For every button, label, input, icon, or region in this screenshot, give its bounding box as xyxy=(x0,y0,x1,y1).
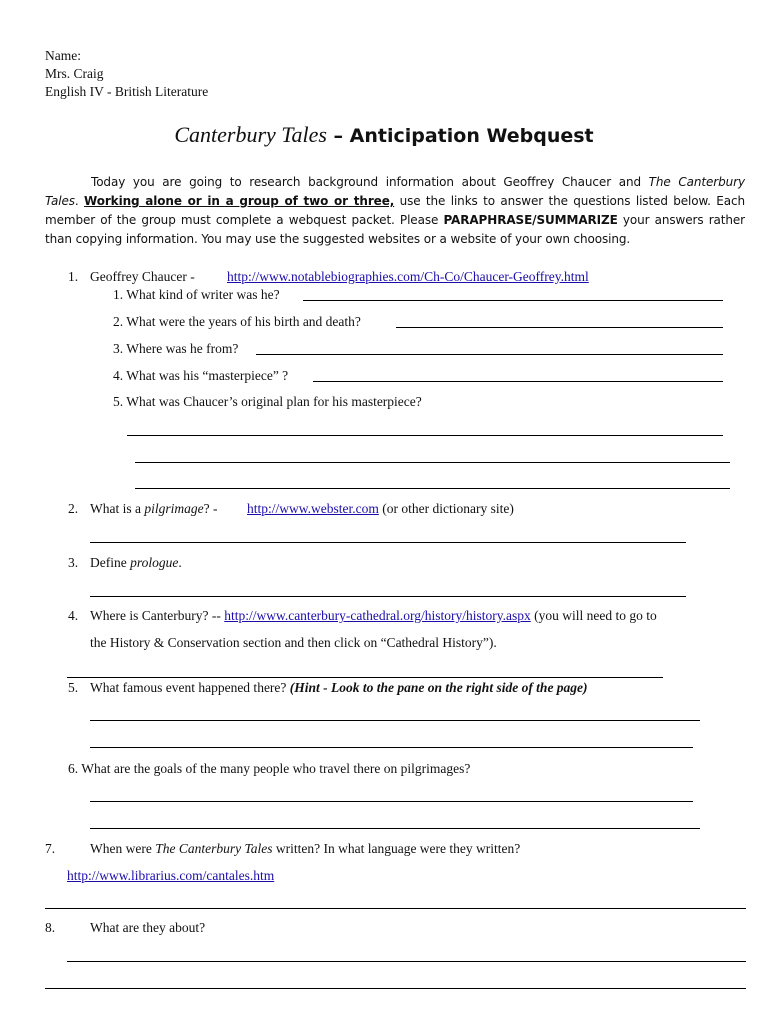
q1-sub-5-answer-line-2[interactable] xyxy=(135,462,730,463)
q7-title: The Canterbury Tales xyxy=(155,841,273,856)
q5-text-line xyxy=(90,680,588,696)
q3-pre: Define xyxy=(90,555,131,570)
q2-number: 2. xyxy=(68,501,79,516)
q2-term: pilgrimage xyxy=(144,501,204,516)
q8-answer-line-2[interactable] xyxy=(45,988,746,989)
intro-text-1b: The Canterbury xyxy=(648,175,745,189)
q7-answer-line[interactable] xyxy=(45,908,746,909)
q6-answer-line-2[interactable] xyxy=(90,828,700,829)
q1-sub-3-answer-line[interactable] xyxy=(256,354,723,355)
q2-after: (or other dictionary site) xyxy=(378,501,514,516)
teacher-name: Mrs. Craig xyxy=(45,66,104,81)
q7-number: 7. xyxy=(45,841,56,856)
q1-sub-4-answer-line[interactable] xyxy=(313,381,723,382)
q3-number: 3. xyxy=(68,555,79,570)
intro-text-3b: PARAPHRASE/SUMMARIZE xyxy=(443,213,618,227)
q7-pre: When were xyxy=(90,841,156,856)
q1-label: Geoffrey Chaucer - xyxy=(90,269,195,284)
q3-text xyxy=(90,555,182,571)
q1-sub-4: 4. What was his “masterpiece” ? xyxy=(113,368,289,383)
course-name: English IV - British Literature xyxy=(45,84,209,99)
q3-post: . xyxy=(178,555,182,570)
q1-sub-2: 2. What were the years of his birth and death? xyxy=(113,314,361,329)
intro-line-1 xyxy=(45,175,745,189)
intro-line-2 xyxy=(45,194,745,208)
q7-post: written? In what language were they written? xyxy=(272,841,521,856)
q1-sub-1: 1. What kind of writer was he? xyxy=(113,287,280,302)
title-dash: – xyxy=(326,125,350,147)
q2-link-line xyxy=(247,501,514,517)
intro-text-2a: Tales xyxy=(45,194,75,208)
q8-number: 8. xyxy=(45,920,56,935)
q8-text: What are they about? xyxy=(90,920,206,935)
q2-text xyxy=(90,501,217,517)
q6-text: 6. What are the goals of the many people who travel there on pilgrimages? xyxy=(68,761,471,776)
intro-text-3c: your answers rather xyxy=(617,213,746,227)
q1-sub-3: 3. Where was he from? xyxy=(113,341,239,356)
intro-line-4: than copying information. You may use the suggested websites or a website of your own choosing. xyxy=(45,232,631,246)
q5-number: 5. xyxy=(68,680,79,695)
q5-answer-line-2[interactable] xyxy=(90,747,693,748)
q1-sub-1-answer-line[interactable] xyxy=(303,300,723,301)
title-italic: Canterbury Tales xyxy=(174,122,327,147)
q4-number: 4. xyxy=(68,608,79,623)
intro-text-2c: Working alone or in a group of two or three, xyxy=(84,194,395,208)
q2-pre: What is a xyxy=(90,501,145,516)
q5-hint: (Hint - Look to the pane on the right side of the page) xyxy=(289,680,588,695)
q1-sub-5-answer-line-1[interactable] xyxy=(127,435,723,436)
q7-link[interactable]: http://www.librarius.com/cantales.htm xyxy=(67,868,275,883)
q6-answer-line-1[interactable] xyxy=(90,801,693,802)
q1-sub-5: 5. What was Chaucer’s original plan for his masterpiece? xyxy=(113,394,422,409)
intro-text-2b: . xyxy=(74,194,85,208)
q4-answer-line[interactable] xyxy=(67,677,663,678)
intro-text-1a: Today you are going to research background information about Geoffrey Chaucer and xyxy=(91,175,649,189)
q1-link[interactable]: http://www.notablebiographies.com/Ch-Co/Chaucer-Geoffrey.html xyxy=(227,269,589,284)
q5-text: What famous event happened there? xyxy=(90,680,287,695)
q4-link[interactable]: http://www.canterbury-cathedral.org/history/history.aspx xyxy=(224,608,531,623)
name-label: Name: xyxy=(45,48,81,63)
q4-after: (you will need to go to xyxy=(530,608,657,623)
q2-answer-line[interactable] xyxy=(90,542,686,543)
intro-text-2d: use the links to answer the questions listed below. Each xyxy=(394,194,745,208)
q4-line-2: the History & Conservation section and then click on “Cathedral History”). xyxy=(90,635,497,650)
title-bold: Anticipation Webquest xyxy=(349,125,594,147)
intro-line-3 xyxy=(45,213,745,227)
q4-pre: Where is Canterbury? -- xyxy=(90,608,221,623)
q4-line-1 xyxy=(90,608,657,624)
q3-term: prologue xyxy=(130,555,179,570)
q7-text xyxy=(90,841,520,857)
q1-number: 1. xyxy=(68,269,79,284)
q8-answer-line-1[interactable] xyxy=(67,961,746,962)
intro-text-3a: member of the group must complete a webquest packet. Please xyxy=(45,213,444,227)
q2-link[interactable]: http://www.webster.com xyxy=(247,501,379,516)
q2-post: ? - xyxy=(203,501,218,516)
q1-sub-5-answer-line-3[interactable] xyxy=(135,488,730,489)
q1-sub-2-answer-line[interactable] xyxy=(396,327,723,328)
page-title xyxy=(0,122,768,148)
q3-answer-line[interactable] xyxy=(90,596,686,597)
q5-answer-line-1[interactable] xyxy=(90,720,700,721)
